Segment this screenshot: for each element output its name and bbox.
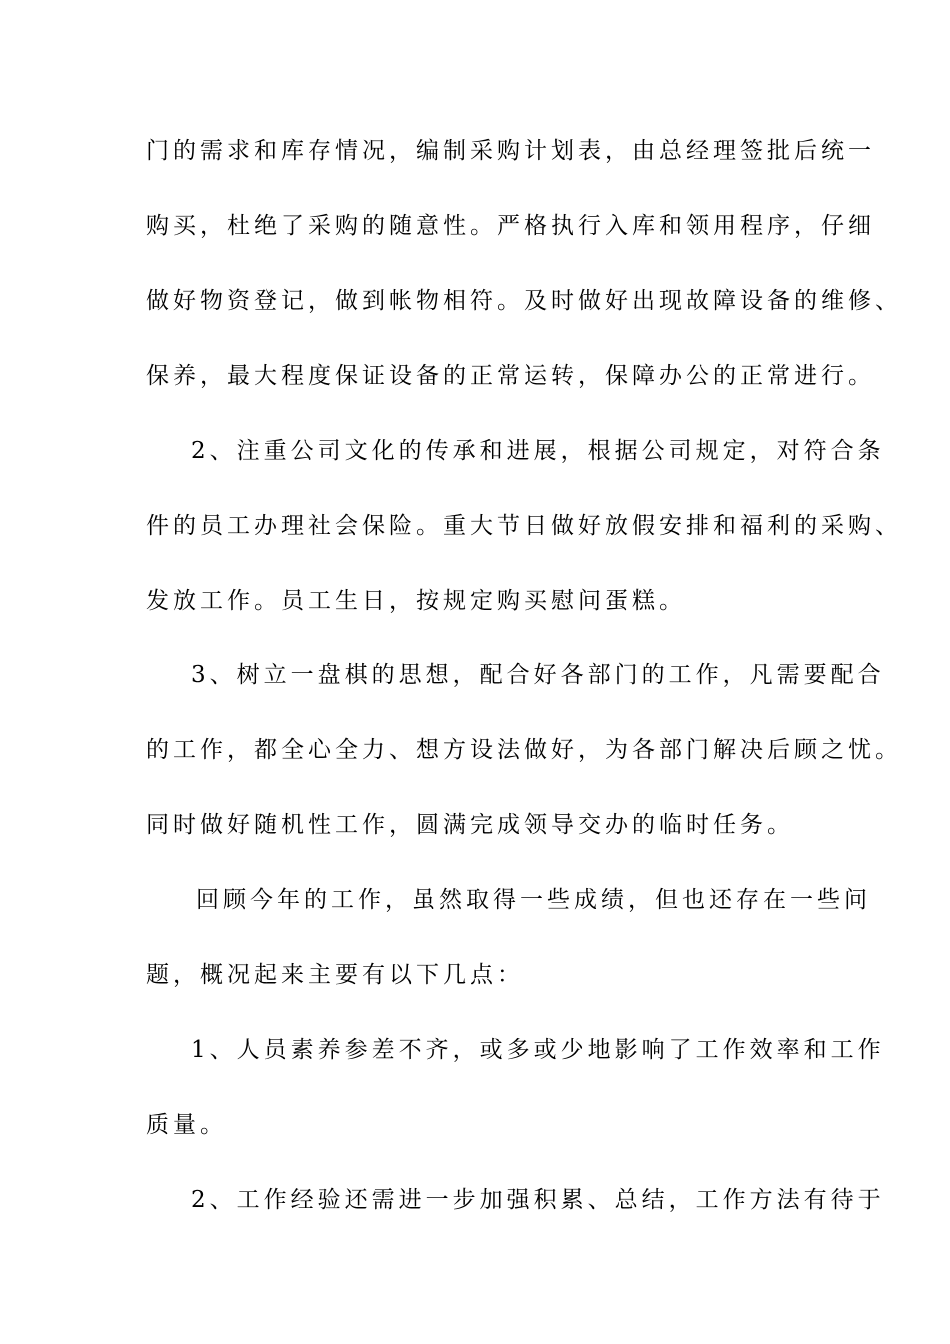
paragraph-line: 3、树立一盘棋的思想，配合好各部门的工作，凡需要配合 [191, 662, 885, 688]
paragraph-line: 发放工作。员工生日，按规定购买慰问蛋糕。 [146, 588, 686, 614]
paragraph-line: 件的员工办理社会保险。重大节日做好放假安排和福利的采购、 [146, 513, 902, 539]
paragraph-line: 的工作，都全心全力、想方设法做好，为各部门解决后顾之忧。 [146, 737, 902, 763]
paragraph-line: 做好物资登记，做到帐物相符。及时做好出现故障设备的维修、 [146, 288, 902, 314]
paragraph-line: 购买，杜绝了采购的随意性。严格执行入库和领用程序，仔细 [146, 213, 875, 239]
paragraph-line: 2、注重公司文化的传承和进展，根据公司规定，对符合条 [191, 438, 885, 464]
paragraph-line: 质量。 [146, 1112, 227, 1138]
paragraph-line: 回顾今年的工作，虽然取得一些成绩，但也还存在一些问 [196, 887, 871, 913]
paragraph-line: 题，概况起来主要有以下几点： [146, 962, 524, 988]
paragraph-line: 保养，最大程度保证设备的正常运转，保障办公的正常进行。 [146, 363, 875, 389]
paragraph-line: 门的需求和库存情况，编制采购计划表，由总经理签批后统一 [146, 138, 875, 164]
paragraph-line: 1、人员素养参差不齐，或多或少地影响了工作效率和工作 [191, 1037, 885, 1063]
paragraph-line: 2、工作经验还需进一步加强积累、总结，工作方法有待于 [191, 1187, 885, 1213]
paragraph-line: 同时做好随机性工作，圆满完成领导交办的临时任务。 [146, 812, 794, 838]
